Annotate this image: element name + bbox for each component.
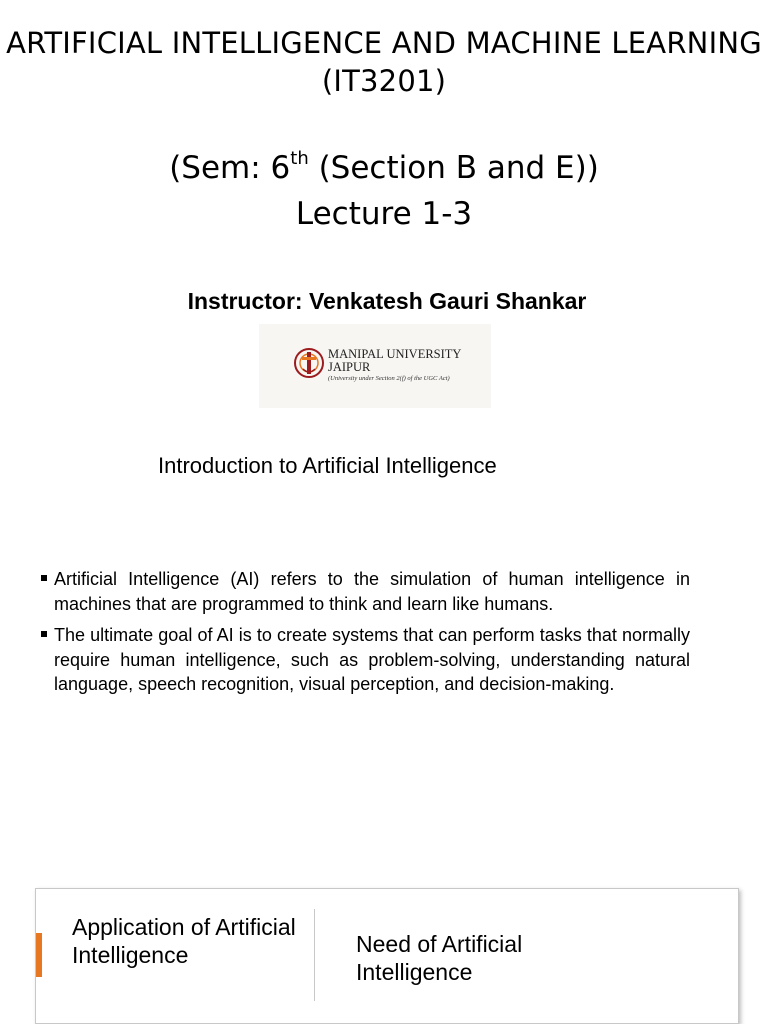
need-of-ai-link[interactable]: Need of Artificial Intelligence [356,931,523,985]
university-name-line1: MANIPAL UNIVERSITY [328,347,462,361]
next-slide-preview [35,888,739,1024]
document-title: ARTIFICIAL INTELLIGENCE AND MACHINE LEARNING (IT3201) [6,26,762,98]
bullet-text: Artificial Intelligence (AI) refers to the simulation of human intelligence in machines that are programmed to think and learn like humans. [54,569,690,614]
bullet-text: The ultimate goal of AI is to create systems that can perform tasks that normally require human intelligence, such as problem-solving, understanding natural language, speech recognition, visual perception, and decision-making. [54,625,690,694]
university-subtitle: (University under Section 2(f) of the UGC Act) [328,375,450,382]
lecture-number: Lecture 1-3 [295,196,473,232]
square-bullet-icon [41,631,47,637]
section-heading: Introduction to Artificial Intelligence [158,453,497,478]
instructor-name: Instructor: Venkatesh Gauri Shankar [187,288,587,314]
university-logo [259,324,491,408]
semester-line [0,148,768,188]
semester-ordinal-suffix: th [290,148,309,169]
bullet-list [40,567,690,704]
semester-sections: (Section B and E)) [308,150,599,186]
bullet-item [40,567,690,616]
university-seal-icon [293,343,325,383]
accent-bar [36,933,42,977]
divider [314,909,315,1001]
university-name [328,348,461,374]
university-name-line2: JAIPUR [328,360,371,374]
semester-prefix: (Sem: 6 [169,150,291,186]
application-of-ai-link[interactable]: Application of Artificial Intelligence [72,914,296,968]
square-bullet-icon [41,575,47,581]
bullet-item [40,623,690,697]
